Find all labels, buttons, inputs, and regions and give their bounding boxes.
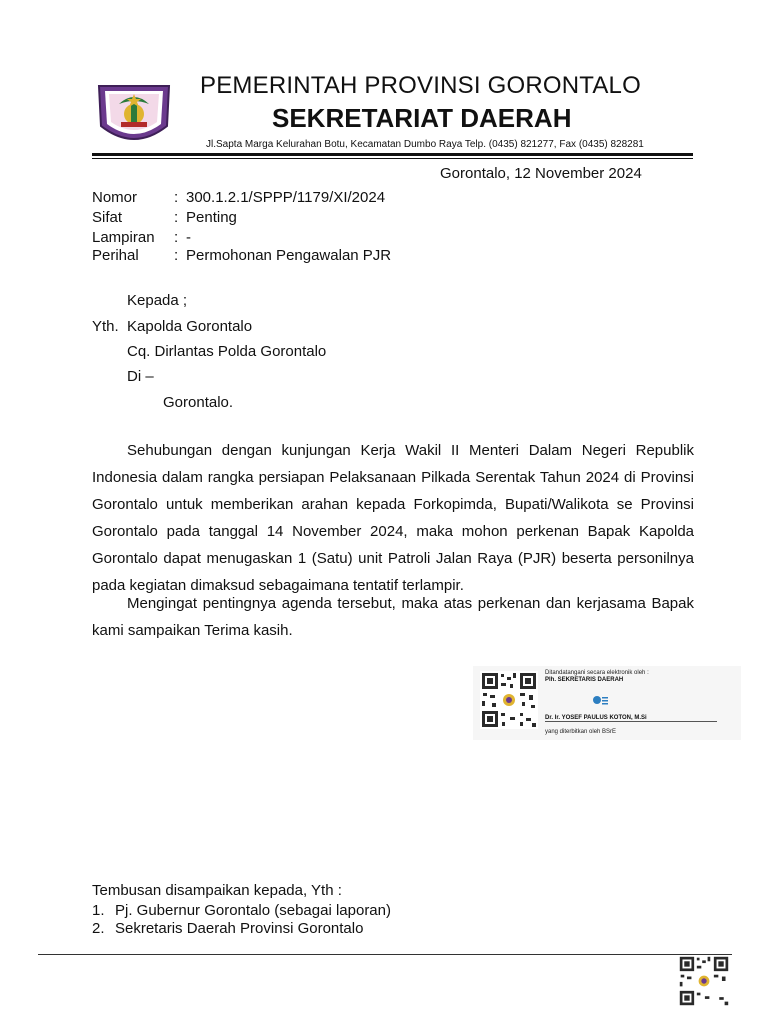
meta-row-perihal — [92, 247, 391, 264]
meta-value: - — [186, 229, 191, 246]
recipient-cq: Cq. Dirlantas Polda Gorontalo — [127, 343, 327, 360]
header-divider-thin — [92, 158, 693, 159]
cc-title: Tembusan disampaikan kepada, Yth : — [92, 882, 342, 899]
recipient-di: Di – — [127, 368, 154, 385]
meta-separator: : — [174, 229, 179, 246]
recipient-yth: Yth. — [92, 318, 119, 335]
cc-item-number: 1. — [92, 902, 105, 919]
body-paragraph-1: Sehubungan dengan kunjungan Kerja Wakil II Menteri Dalam Negeri Republik Indonesia dalam rangka persiapan Pelaksanaan Pilkada Serentak Tahun 2024 di Provinsi Gorontalo untuk memberikan arahan kepada Forkopimda, Bupati/Walikota se Provinsi Gorontalo pada tanggal 14 November 2024, maka mohon perkenan Bapak Kapolda Gorontalo dapat menugaskan 1 (Satu) unit Patroli Jalan Raya (PJR) beserta personilnya pada kegiatan dimaksud sebagaimana tentatif terlampir. — [92, 442, 694, 594]
electronic-signature-block — [473, 666, 741, 740]
meta-key: Sifat — [92, 209, 123, 226]
recipient-name: Kapolda Gorontalo — [127, 318, 253, 335]
meta-separator: : — [174, 189, 179, 206]
signature-position: Plh. SEKRETARIS DAERAH — [545, 677, 624, 683]
meta-row-lampiran — [92, 229, 191, 246]
meta-key: Lampiran — [92, 229, 155, 246]
header-divider — [92, 153, 693, 156]
meta-key: Nomor — [92, 189, 138, 206]
bsre-logo-icon — [592, 694, 608, 708]
meta-value: 300.1.2.1/SPPP/1179/XI/2024 — [186, 189, 386, 206]
cc-item-number: 2. — [92, 920, 105, 937]
cc-item-text: Pj. Gubernur Gorontalo (sebagai laporan) — [115, 902, 391, 919]
provincial-emblem-logo — [95, 80, 173, 150]
signature-issuer: yang diterbitkan oleh BSrE — [545, 729, 617, 735]
signature-signed-by: Ditandatangani secara elektronik oleh : — [545, 670, 649, 676]
meta-value: Penting — [186, 209, 237, 226]
recipient-place: Gorontalo. — [163, 394, 234, 411]
meta-row-nomor — [92, 189, 385, 206]
recipient-kepada: Kepada ; — [127, 292, 188, 309]
meta-value: Permohonan Pengawalan PJR — [186, 247, 392, 264]
meta-separator: : — [174, 209, 179, 226]
signature-name: Dr. Ir. YOSEF PAULUS KOTON, M.Si — [545, 715, 717, 722]
header-address: Jl.Sapta Marga Kelurahan Botu, Kecamatan Dumbo Raya Telp. (0435) 821277, Fax (0435) 828281 — [206, 139, 644, 150]
signature-qr-code-icon — [480, 671, 538, 729]
meta-key: Perihal — [92, 247, 139, 264]
letter-date: Gorontalo, 12 November 2024 — [440, 165, 642, 182]
header-line2: SEKRETARIAT DAERAH — [272, 103, 572, 133]
meta-row-sifat — [92, 209, 237, 226]
body-paragraph-2: Mengingat pentingnya agenda tersebut, maka atas perkenan dan kerjasama Bapak kami sampaikan Terima kasih. — [92, 595, 694, 639]
footer-divider — [38, 954, 732, 955]
header-line1: PEMERINTAH PROVINSI GORONTALO — [200, 72, 641, 99]
footer-qr-code-icon — [678, 955, 730, 1007]
meta-separator: : — [174, 247, 179, 264]
cc-item-text: Sekretaris Daerah Provinsi Gorontalo — [115, 920, 364, 937]
